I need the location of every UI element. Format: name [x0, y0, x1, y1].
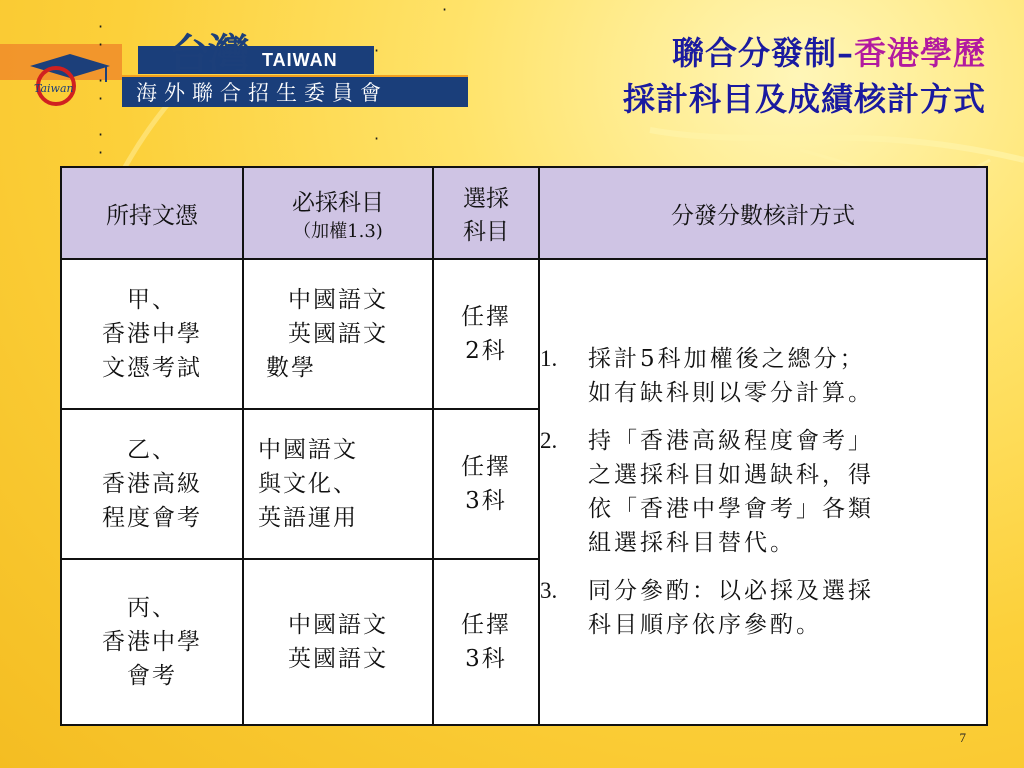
header-required-line1: 必採科目 [292, 189, 384, 216]
item-number: 2. [540, 428, 558, 453]
header-required-line2: （加權1.3) [293, 220, 383, 242]
text-line: 採計5科加權後之總分； [588, 346, 866, 372]
decor-dots-3: · [442, 0, 448, 19]
text-line: 同分參酌：以必採及選採 [588, 578, 874, 604]
text-line: 英國語文 [288, 321, 388, 347]
header-method: 分發分數核計方式 [539, 167, 987, 259]
header-required [243, 167, 433, 259]
title-hk: 香港學歷 [853, 34, 986, 72]
text-line: 任擇 [461, 454, 511, 480]
text-line: 依「香港中學會考」各類 [588, 496, 874, 522]
text-line: 任擇 [461, 612, 511, 638]
text-line: 3科 [465, 488, 507, 514]
header-credential: 所持文憑 [61, 167, 243, 259]
text-line: 英國語文 [288, 646, 388, 672]
text-line: 持「香港高級程度會考」 [588, 428, 874, 454]
text-line: 程度會考 [102, 505, 202, 531]
item-number: 3. [540, 578, 558, 603]
text-line: 科目順序依序參酌。 [588, 612, 822, 638]
svg-text:Taiwan: Taiwan [34, 82, 74, 95]
method-item-1 [540, 342, 986, 410]
text-line: 丙、 [127, 595, 177, 621]
table-header-row [61, 167, 987, 259]
page-number: 7 [959, 730, 966, 745]
header-elective [433, 167, 539, 259]
title-prefix: 聯合分發制– [671, 34, 854, 72]
committee-name: 海外聯合招生委員會 [136, 81, 388, 105]
item-text [588, 342, 874, 410]
logo-english: TAIWAN [262, 50, 338, 70]
title-line-1 [623, 30, 986, 76]
header-elective-line1: 選採 [463, 186, 509, 212]
method-item-2 [540, 424, 986, 560]
cell-required [243, 559, 433, 725]
subject-table [60, 166, 988, 726]
text-line: 香港高級 [102, 471, 202, 497]
text-line: 英語運用 [258, 505, 358, 531]
text-line: 任擇 [461, 304, 511, 330]
table-row [61, 259, 987, 409]
method-item-3 [540, 574, 986, 642]
item-number: 1. [540, 346, 558, 371]
cell-elective [433, 259, 539, 409]
text-line: 數學 [266, 355, 316, 381]
text-line: 中國語文 [288, 287, 388, 313]
text-line: 甲、 [127, 287, 177, 313]
text-line: 組選採科目替代。 [588, 530, 796, 556]
cell-method [539, 259, 987, 725]
header-elective-line2: 科目 [463, 219, 509, 245]
cell-credential [61, 559, 243, 725]
item-text [588, 424, 874, 560]
cell-elective [433, 559, 539, 725]
cell-required [243, 409, 433, 559]
slide-title [623, 30, 986, 122]
text-line: 中國語文 [258, 437, 358, 463]
item-text [588, 574, 874, 642]
cell-elective [433, 409, 539, 559]
text-line: 香港中學 [102, 321, 202, 347]
text-line: 中國語文 [288, 612, 388, 638]
text-line: 與文化、 [258, 471, 358, 497]
text-line: 3科 [465, 646, 507, 672]
logo-chinese: 台灣 [168, 30, 249, 79]
text-line: 之選採科目如遇缺科，得 [588, 462, 874, 488]
cell-required [243, 259, 433, 409]
text-line: 文憑考試 [102, 355, 202, 381]
text-line: 2科 [465, 338, 507, 364]
text-line: 乙、 [127, 437, 177, 463]
decor-dots-2: · · [374, 41, 380, 148]
decor-dots-1: · · · · · · [98, 17, 104, 162]
text-line: 會考 [127, 663, 177, 689]
title-line-2: 採計科目及成績核計方式 [622, 80, 986, 118]
cell-credential [61, 409, 243, 559]
text-line: 如有缺科則以零分計算。 [588, 380, 874, 406]
cell-credential [61, 259, 243, 409]
text-line: 香港中學 [102, 629, 202, 655]
